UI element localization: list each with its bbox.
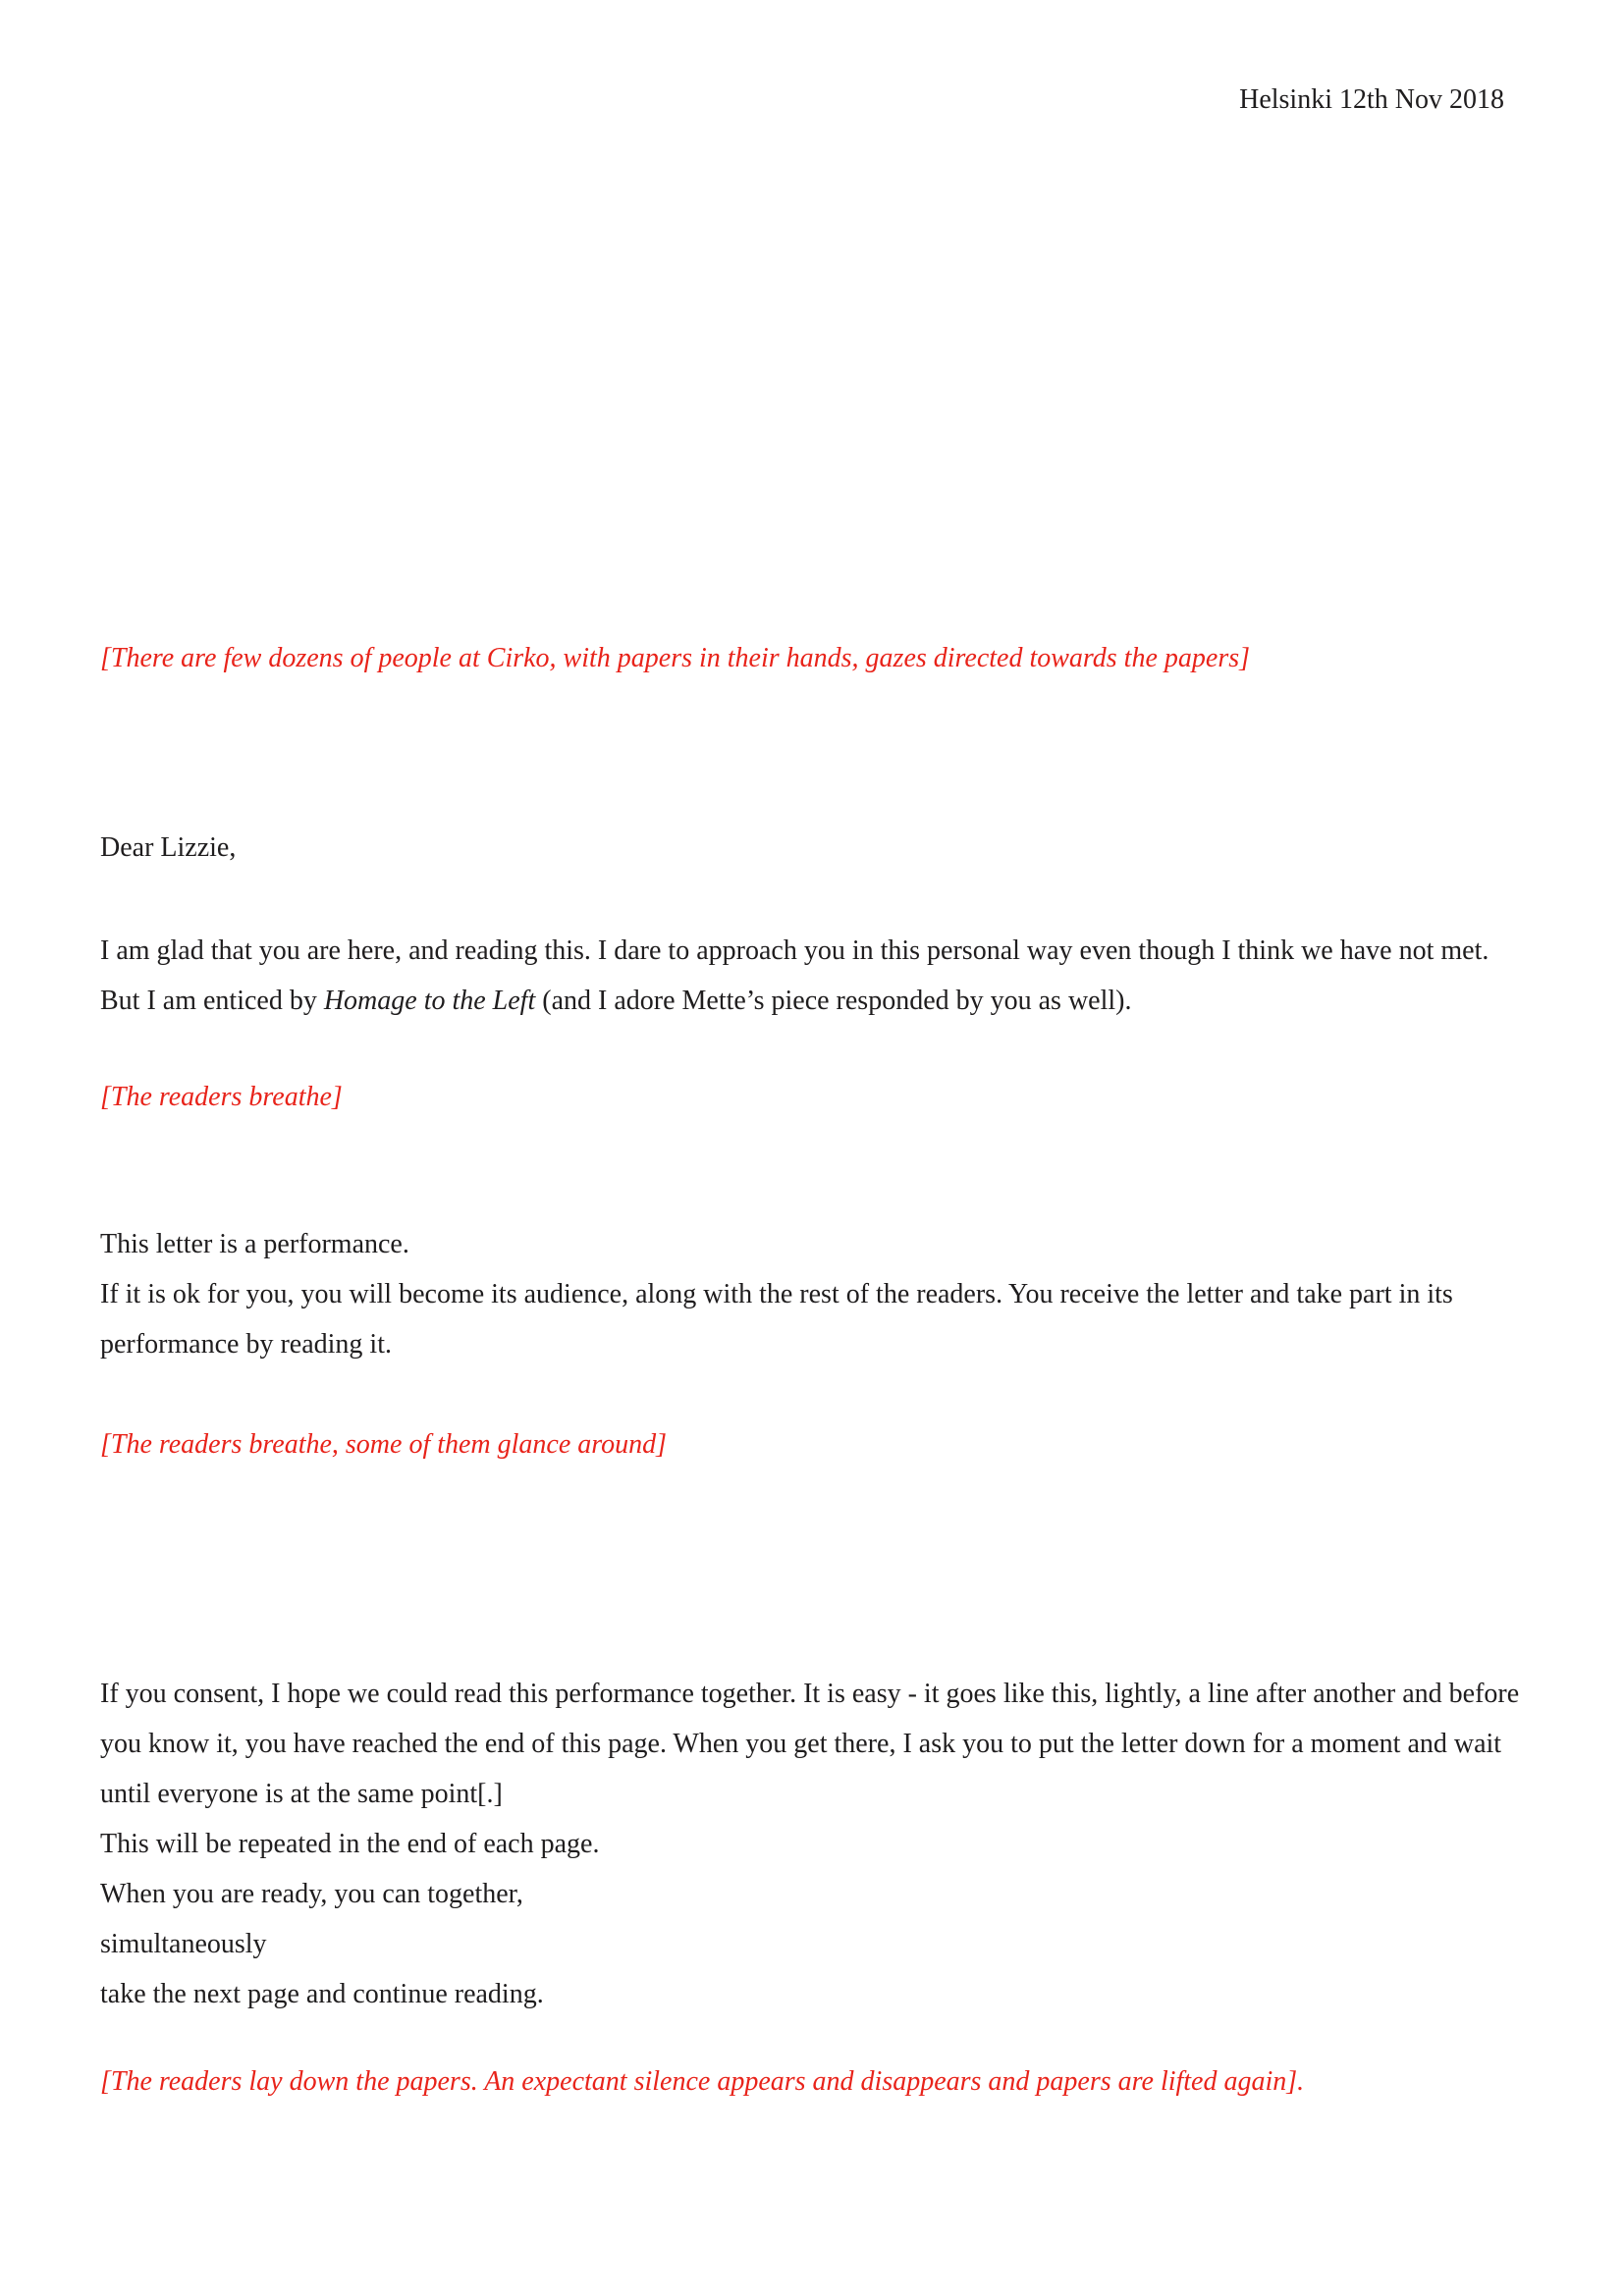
paragraph-1-text-start: I am glad that you are here, and reading this. I dare to approach you in this personal way even though I think we have not met. But I am enticed by xyxy=(100,935,1489,1016)
paragraph-3-body: If you consent, I hope we could read this performance together. It is easy - it goes like this, lightly, a line after another and before you know it, you have reached the end of this page. When you get there, I ask you to put the letter down for a moment and wait until everyone is at the same point[.] xyxy=(100,1679,1520,1809)
work-title-italic: Homage to the Left xyxy=(323,986,536,1016)
paragraph-2 xyxy=(100,1219,1526,1369)
stage-direction-1: [There are few dozens of people at Cirko, with papers in their hands, gazes directed towards the papers] xyxy=(100,643,1251,673)
letter-date: Helsinki 12th Nov 2018 xyxy=(1239,84,1504,115)
salutation: Dear Lizzie, xyxy=(100,832,237,863)
paragraph-1 xyxy=(100,926,1526,1026)
paragraph-3-line-5: take the next page and continue reading. xyxy=(100,1979,544,2009)
paragraph-3-line-2: This will be repeated in the end of each page. xyxy=(100,1829,600,1859)
paragraph-3-line-4: simultaneously xyxy=(100,1929,267,1959)
paragraph-2-line-1: This letter is a performance. xyxy=(100,1229,409,1259)
stage-direction-3: [The readers breathe, some of them glance around] xyxy=(100,1429,668,1460)
paragraph-1-text-end: (and I adore Mette’s piece responded by you as well). xyxy=(535,986,1132,1016)
paragraph-3-line-3: When you are ready, you can together, xyxy=(100,1879,523,1909)
paragraph-3 xyxy=(100,1669,1526,2019)
stage-direction-2: [The readers breathe] xyxy=(100,1082,343,1112)
stage-direction-4: [The readers lay down the papers. An expectant silence appears and disappears and papers are lifted again]. xyxy=(100,2066,1305,2097)
paragraph-2-body: If it is ok for you, you will become its audience, along with the rest of the readers. You receive the letter and take part in its performance by reading it. xyxy=(100,1279,1453,1360)
